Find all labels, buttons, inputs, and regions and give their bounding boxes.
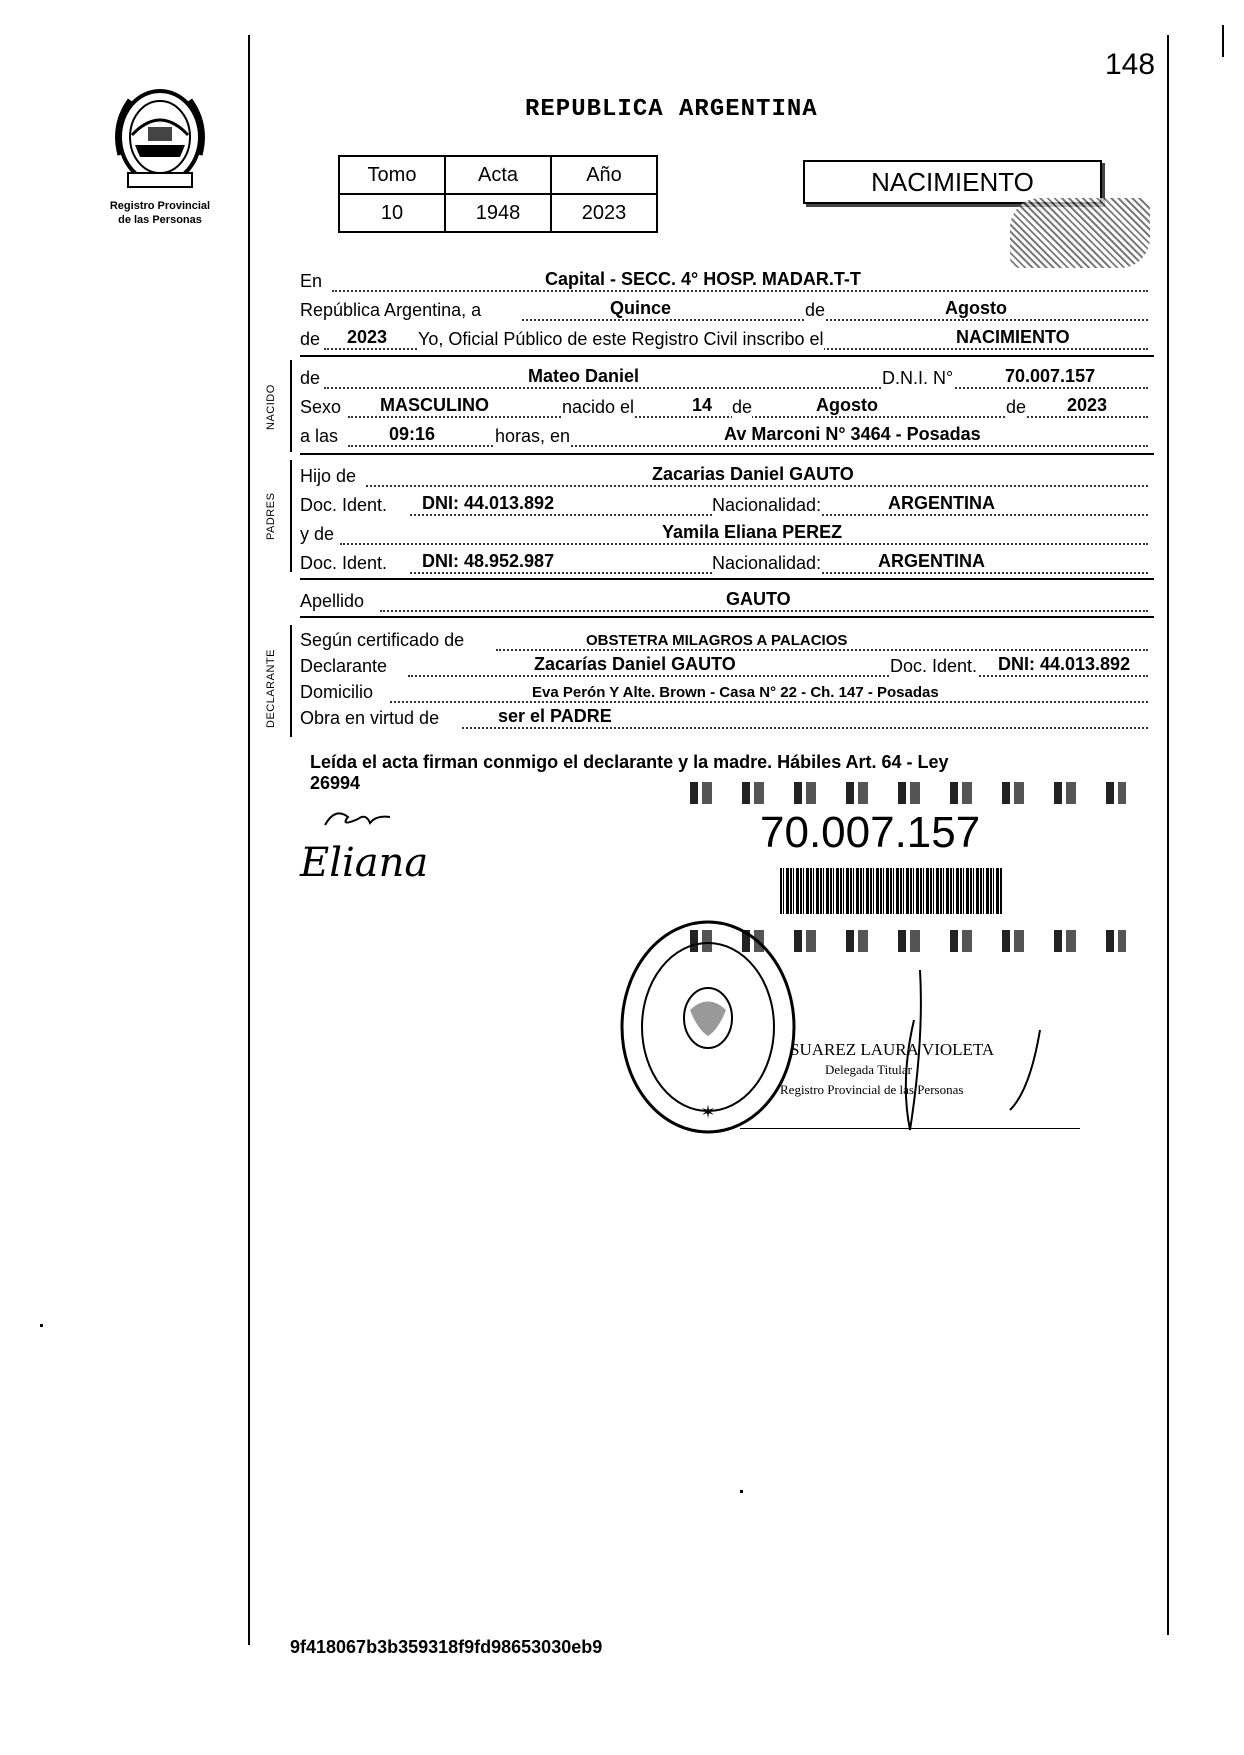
dot-mark [740, 1490, 743, 1493]
dot-mark [40, 1324, 43, 1327]
dni-value: 70.007.157 [1005, 366, 1096, 386]
security-stamp [1010, 198, 1150, 268]
row-madre [300, 521, 1152, 547]
dom-label: Domicilio [300, 682, 374, 702]
row-obra [300, 705, 1152, 731]
obra-value: ser el PADRE [498, 706, 612, 726]
value-anio: 2023 [551, 194, 657, 232]
de-label: de [300, 368, 321, 388]
father-dni: DNI: 44.013.892 [422, 493, 555, 513]
mother-nationality: ARGENTINA [878, 551, 985, 571]
divider [300, 453, 1154, 455]
obra-label: Obra en virtud de [300, 708, 440, 728]
dom-value: Eva Perón Y Alte. Brown - Casa N° 22 - Ch. 147 - Posadas [532, 684, 939, 701]
mother-name: Yamila Eliana PEREZ [662, 522, 843, 542]
row-certificado [300, 627, 1152, 653]
dni-big: 70.007.157 [760, 808, 981, 857]
header-tomo: Tomo [339, 156, 445, 194]
divider [300, 355, 1154, 357]
right-margin-line [1167, 35, 1169, 1635]
de-label: de [805, 300, 826, 320]
birth-time: 09:16 [389, 424, 436, 444]
sexo-value: MASCULINO [380, 395, 489, 415]
dots [348, 445, 1148, 447]
acta-table [338, 155, 658, 233]
mother-signature: Eliana [300, 840, 429, 886]
en-label: En [300, 271, 323, 291]
birth-month: Agosto [816, 395, 878, 415]
horas-label: horas, en [495, 426, 571, 446]
cert-value: OBSTETRA MILAGROS A PALACIOS [586, 632, 848, 649]
sexo-label: Sexo [300, 397, 342, 417]
divider [300, 616, 1154, 618]
province-logo [110, 85, 210, 195]
validation-stamp-strip-top [690, 782, 1126, 804]
dots [408, 675, 1148, 677]
dni-label: D.N.I. N° [882, 368, 954, 388]
hijo-de-label: Hijo de [300, 466, 357, 486]
child-name: Mateo Daniel [528, 366, 640, 386]
registry-label-1: Registro Provincial [109, 200, 211, 212]
apellido-label: Apellido [300, 591, 365, 611]
decl-doc-label: Doc. Ident. [890, 656, 978, 676]
page-number: 148 [1105, 48, 1156, 81]
row-declarante [300, 653, 1152, 679]
padres-bar [290, 460, 292, 572]
declarante-bar [290, 625, 292, 737]
official-org: Registro Provincial de las Personas [780, 1082, 964, 1097]
de-label-2: de [732, 397, 753, 417]
act-type-box: NACIMIENTO [803, 160, 1102, 204]
row-padre [300, 463, 1152, 489]
father-nationality: ARGENTINA [888, 493, 995, 513]
dots [366, 485, 1148, 487]
apellido-value: GAUTO [726, 589, 791, 609]
decl-name: Zacarías Daniel GAUTO [534, 654, 736, 674]
row-doc2 [300, 550, 1152, 576]
corner-mark [1222, 25, 1224, 57]
nac1-label: Nacionalidad: [712, 495, 822, 515]
y-de-label: y de [300, 524, 335, 544]
year-value: 2023 [347, 327, 388, 347]
dots [462, 727, 1148, 729]
nacido-section-label: NACIDO [265, 384, 277, 430]
month-value: Agosto [945, 298, 1007, 318]
mother-dni: DNI: 48.952.987 [422, 551, 555, 571]
header-anio: Año [551, 156, 657, 194]
closing-text-1: Leída el acta firman conmigo el declarante y la madre. Hábiles Art. 64 - Ley [310, 752, 949, 772]
left-margin-line [248, 35, 250, 1645]
row-fecha [300, 297, 1152, 323]
declarante-section-label: DECLARANTE [265, 649, 277, 728]
de-label-3: de [1006, 397, 1027, 417]
rep-label: República Argentina, a [300, 300, 482, 320]
dots [380, 610, 1148, 612]
cert-label: Según certificado de [300, 630, 465, 650]
padres-section-label: PADRES [265, 492, 277, 540]
inscribo-value: NACIMIENTO [956, 327, 1070, 347]
dots [324, 387, 1148, 389]
row-doc1 [300, 492, 1152, 518]
page-title: REPUBLICA ARGENTINA [525, 96, 818, 123]
birth-place: Av Marconi N° 3464 - Posadas [724, 424, 981, 444]
dots [522, 319, 1148, 321]
official-role: Delegada Titular [825, 1062, 913, 1077]
dots [340, 543, 1148, 545]
svg-text:✶: ✶ [700, 1102, 716, 1122]
document-hash: 9f418067b3b359318f9fd98653030eb9 [290, 1637, 603, 1657]
nacido-bar [290, 360, 292, 452]
place-value: Capital - SECC. 4° HOSP. MADAR.T-T [545, 269, 861, 289]
birth-day: 14 [692, 395, 713, 415]
row-nombre [300, 365, 1152, 391]
barcode [780, 868, 1002, 914]
dots [390, 701, 1148, 703]
divider [300, 578, 1154, 580]
father-name: Zacarias Daniel GAUTO [652, 464, 854, 484]
row-hora [300, 423, 1152, 449]
value-tomo: 10 [339, 194, 445, 232]
nac2-label: Nacionalidad: [712, 553, 822, 573]
day-value: Quince [610, 298, 672, 318]
decl-dni: DNI: 44.013.892 [998, 654, 1131, 674]
closing-text-2: 26994 [310, 773, 361, 793]
declarante-signature [320, 805, 400, 840]
birth-year: 2023 [1067, 395, 1108, 415]
yo-text: Yo, Oficial Público de este Registro Civil inscribo el [418, 329, 824, 349]
a-las-label: a las [300, 426, 339, 446]
official-name: SUAREZ LAURA VIOLETA [790, 1040, 995, 1059]
row-anio [300, 326, 1152, 352]
row-en [300, 268, 1152, 294]
nacido-el-label: nacido el [562, 397, 635, 417]
dots [496, 649, 1148, 651]
decl-label: Declarante [300, 656, 388, 676]
signature-line [740, 1128, 1080, 1129]
row-domicilio [300, 679, 1152, 705]
row-apellido [300, 588, 1152, 614]
official-seal [618, 918, 798, 1136]
dots [332, 290, 1148, 292]
doc1-label: Doc. Ident. [300, 495, 388, 515]
value-acta: 1948 [445, 194, 551, 232]
registry-label-2: de las Personas [118, 214, 202, 226]
row-sexo [300, 394, 1152, 420]
de2-label: de [300, 329, 321, 349]
header-acta: Acta [445, 156, 551, 194]
doc2-label: Doc. Ident. [300, 553, 388, 573]
